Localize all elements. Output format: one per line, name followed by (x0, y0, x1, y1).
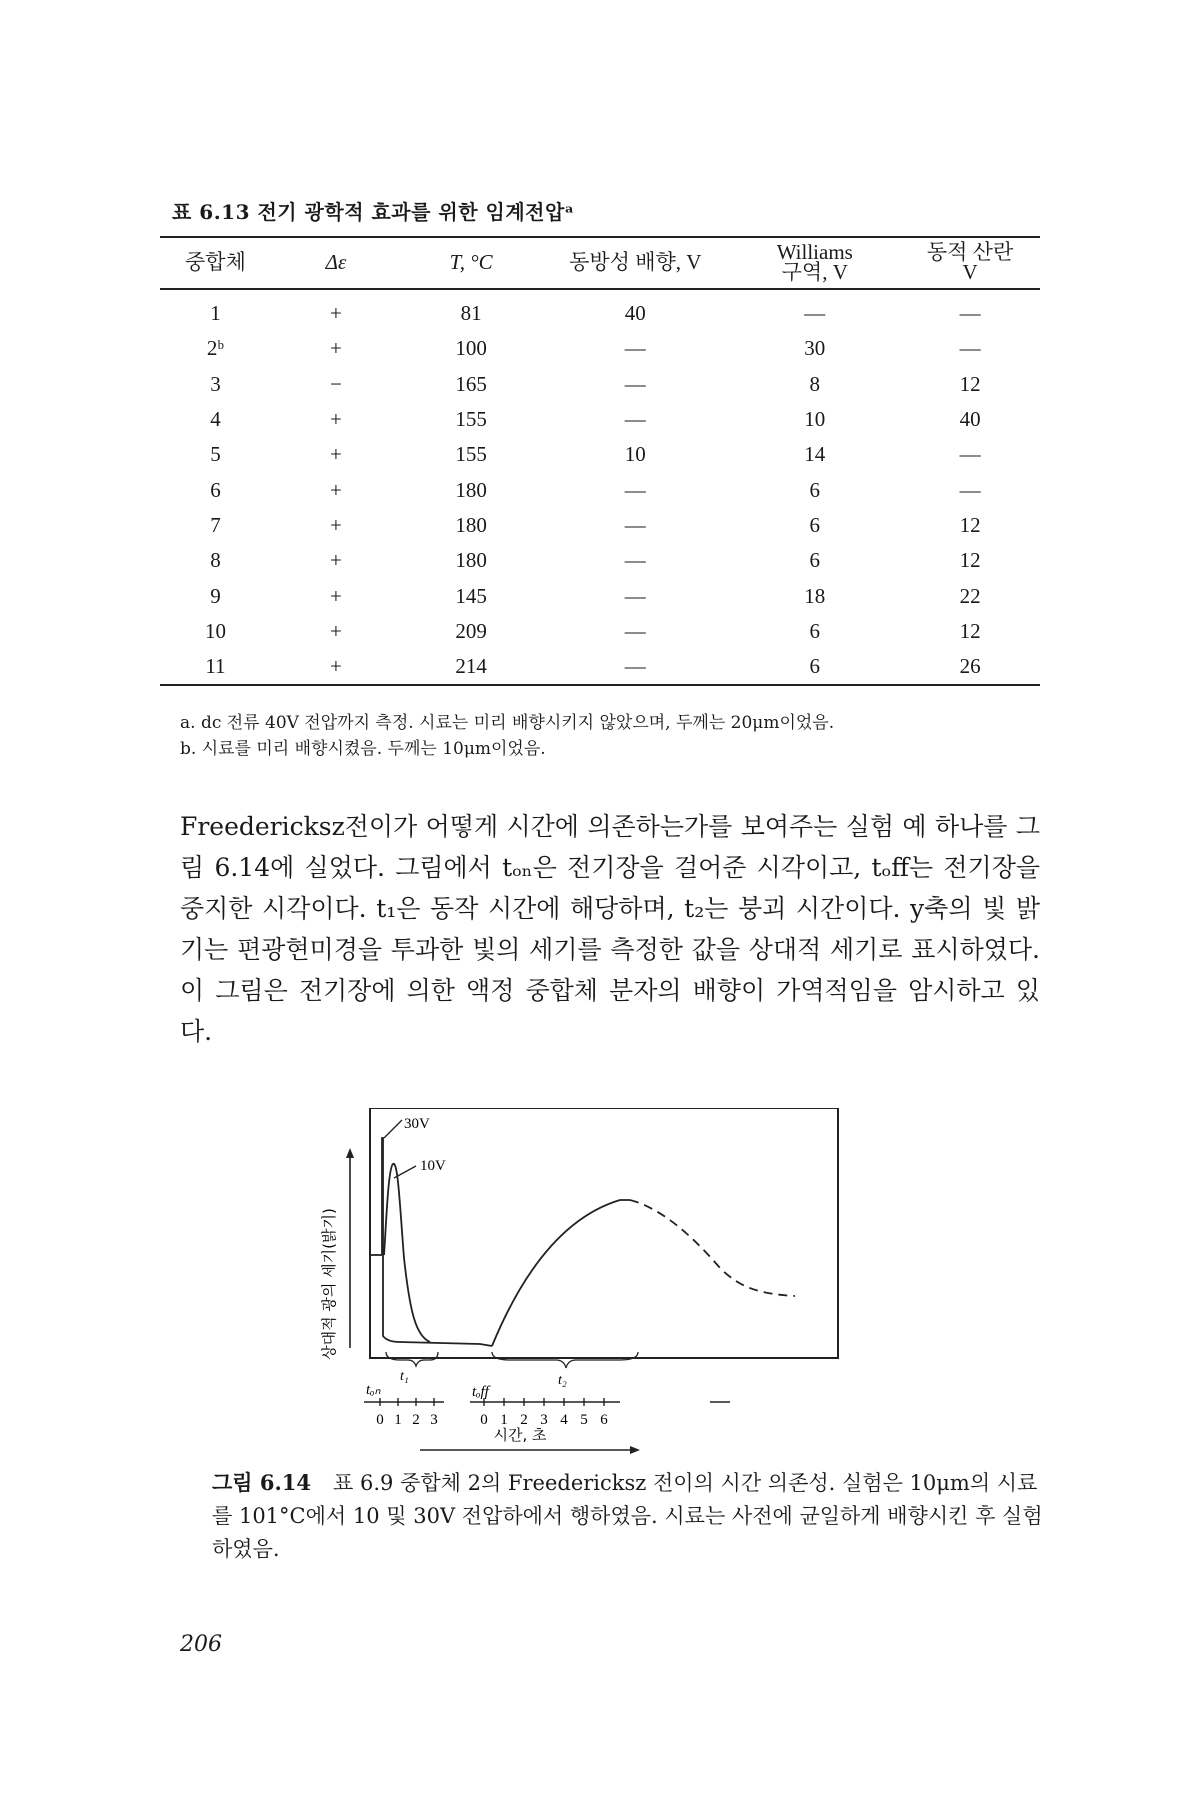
header-delta-epsilon: Δε (325, 250, 347, 274)
body-paragraph: Freedericksz전이가 어떻게 시간에 의존하는가를 보여주는 실험 예 하나를 그림 6.14에 실었다. 그림에서 tₒₙ은 전기장을 걸어준 시각이고, tₒff는 전기장을 중지한 시각이다. t₁은 동작 시간에 해당하며, t₂는 붕괴 시간이다. y축의 빛 밝기는 편광현미경을 투과한 빛의 세기를 측정한 값을 상대적 세기로 표시하였다. 이 그림은 전기장에 의한 액정 중합체 분자의 배향이 가역적임을 암시하고 있다. (180, 812, 1040, 1046)
table-row (160, 402, 1040, 437)
cell-t: 155 (455, 442, 487, 467)
cell-wil: 6 (809, 477, 821, 502)
cell-dyn: 22 (959, 583, 981, 608)
cell-t: 145 (455, 583, 487, 608)
table-row (160, 508, 1040, 543)
cell-t: 180 (455, 477, 487, 502)
cell-compound: 9 (210, 583, 221, 608)
header-dynamic-scattering: 동적 산란 V (926, 240, 1014, 284)
cell-wil: 18 (804, 583, 826, 608)
cell-de: + (330, 654, 342, 679)
cell-dyn: — (959, 301, 981, 326)
cell-compound: 10 (204, 618, 226, 643)
label-t2: t₂ (558, 1373, 567, 1388)
label-30v: 30V (404, 1116, 430, 1132)
cell-t: 180 (455, 548, 487, 573)
cell-iso: — (624, 371, 646, 396)
tick-label: 3 (430, 1412, 438, 1428)
cell-iso: 40 (624, 301, 646, 326)
figure-caption-label: 그림 6.14 (212, 1470, 312, 1495)
tick-label: 3 (540, 1412, 548, 1428)
cell-dyn: — (959, 477, 981, 502)
cell-de: + (330, 442, 342, 467)
tick-label: 5 (580, 1412, 588, 1428)
y-axis-arrowhead (346, 1148, 354, 1158)
label-t-on: tₒₙ (366, 1382, 381, 1398)
cell-de: + (330, 477, 342, 502)
cell-compound: 1 (210, 301, 221, 326)
cell-dyn: 40 (959, 407, 981, 432)
tick-label: 2 (520, 1412, 528, 1428)
table-row (160, 543, 1040, 578)
cell-iso: — (624, 548, 646, 573)
figure-caption-text: 표 6.9 중합체 2의 Freedericksz 전이의 시간 의존성. 실험은 10μm의 시료를 101°C에서 10 및 30V 전압하에서 행하였음. 시료는 사전에 균일하게 배향시킨 후 실험하였음. (212, 1471, 1043, 1561)
cell-t: 155 (455, 407, 487, 432)
cell-compound: 3 (210, 371, 221, 396)
label-t-off: tₒff (472, 1384, 489, 1400)
cell-de: + (330, 548, 342, 573)
table-row (160, 614, 1040, 649)
label-10v: 10V (420, 1158, 446, 1174)
header-williams: Williams 구역, V (776, 240, 853, 284)
label-t1: t₁ (400, 1369, 409, 1384)
cell-wil: 30 (804, 336, 826, 361)
plot-frame (370, 1108, 838, 1358)
cell-compound: 11 (205, 654, 226, 679)
table-row (160, 289, 1040, 331)
cell-compound: 4 (210, 407, 221, 432)
cell-compound: 8 (210, 548, 221, 573)
cell-iso: — (624, 477, 646, 502)
cell-iso: 10 (624, 442, 646, 467)
cell-t: 214 (455, 654, 487, 679)
freedericksz-time-figure (320, 1108, 860, 1468)
tick-label: 0 (480, 1412, 488, 1428)
curve-recovery (492, 1200, 630, 1346)
cell-t: 165 (455, 371, 487, 396)
cell-dyn: 12 (959, 371, 981, 396)
cell-wil: 8 (809, 371, 821, 396)
cell-compound: 7 (210, 512, 221, 537)
cell-compound: 2ᵇ (206, 336, 224, 361)
threshold-voltage-table (160, 236, 1040, 686)
footnote-a: a. dc 전류 40V 전압까지 측정. 시료는 미리 배향시키지 않았으며, 두께는 20μm이었음. (180, 713, 835, 733)
cell-iso: — (624, 583, 646, 608)
cell-iso: — (624, 618, 646, 643)
cell-dyn: 12 (959, 512, 981, 537)
footnote-b: b. 시료를 미리 배향시켰음. 두께는 10μm이었음. (180, 739, 546, 759)
table-row (160, 331, 1040, 366)
x-axis-arrowhead (630, 1446, 640, 1454)
tick-label: 6 (600, 1412, 608, 1428)
curve-recovery-dashed (630, 1200, 795, 1296)
cell-de: + (330, 301, 342, 326)
cell-t: 180 (455, 512, 487, 537)
cell-de: + (330, 336, 342, 361)
brace-t2 (492, 1352, 638, 1368)
cell-dyn: 12 (959, 618, 981, 643)
header-temperature: T, °C (449, 250, 493, 274)
table-header-row (160, 237, 1040, 289)
page-number: 206 (180, 1632, 222, 1657)
cell-dyn: 26 (959, 654, 981, 679)
header-isotropic: 동방성 배향, V (569, 250, 702, 274)
table-row (160, 578, 1040, 613)
cell-compound: 6 (210, 477, 221, 502)
table-caption: 표 6.13 전기 광학적 효과를 위한 임계전압ᵃ (172, 200, 575, 224)
table-row (160, 649, 1040, 685)
cell-iso: — (624, 336, 646, 361)
cell-de: − (330, 371, 342, 396)
cell-iso: — (624, 654, 646, 679)
tick-label: 1 (394, 1412, 402, 1428)
figure-caption (212, 1466, 1052, 1566)
cell-iso: — (624, 512, 646, 537)
cell-wil: 6 (809, 548, 821, 573)
tick-label: 4 (560, 1412, 568, 1428)
cell-iso: — (624, 407, 646, 432)
cell-dyn: — (959, 442, 981, 467)
cell-de: + (330, 407, 342, 432)
tick-label: 0 (376, 1412, 384, 1428)
cell-wil: — (804, 301, 826, 326)
tick-label: 1 (500, 1412, 508, 1428)
cell-wil: 6 (809, 618, 821, 643)
curve-10v (384, 1164, 430, 1342)
cell-wil: 6 (809, 512, 821, 537)
header-compound: 중합체 (185, 250, 246, 274)
cell-t: 100 (455, 336, 487, 361)
cell-de: + (330, 583, 342, 608)
cell-wil: 14 (804, 442, 826, 467)
cell-wil: 6 (809, 654, 821, 679)
cell-de: + (330, 512, 342, 537)
y-axis-label: 상대적 광의 세기(밝기) (320, 1208, 338, 1360)
cell-t: 209 (455, 618, 487, 643)
tick-label: 2 (412, 1412, 420, 1428)
cell-compound: 5 (210, 442, 221, 467)
table-row (160, 367, 1040, 402)
cell-t: 81 (460, 301, 482, 326)
table-footnotes (180, 710, 1040, 762)
cell-de: + (330, 618, 342, 643)
cell-wil: 10 (804, 407, 826, 432)
cell-dyn: — (959, 336, 981, 361)
table-row (160, 437, 1040, 472)
table-row (160, 472, 1040, 507)
cell-dyn: 12 (959, 548, 981, 573)
x-axis-label: 시간, 초 (493, 1426, 547, 1444)
